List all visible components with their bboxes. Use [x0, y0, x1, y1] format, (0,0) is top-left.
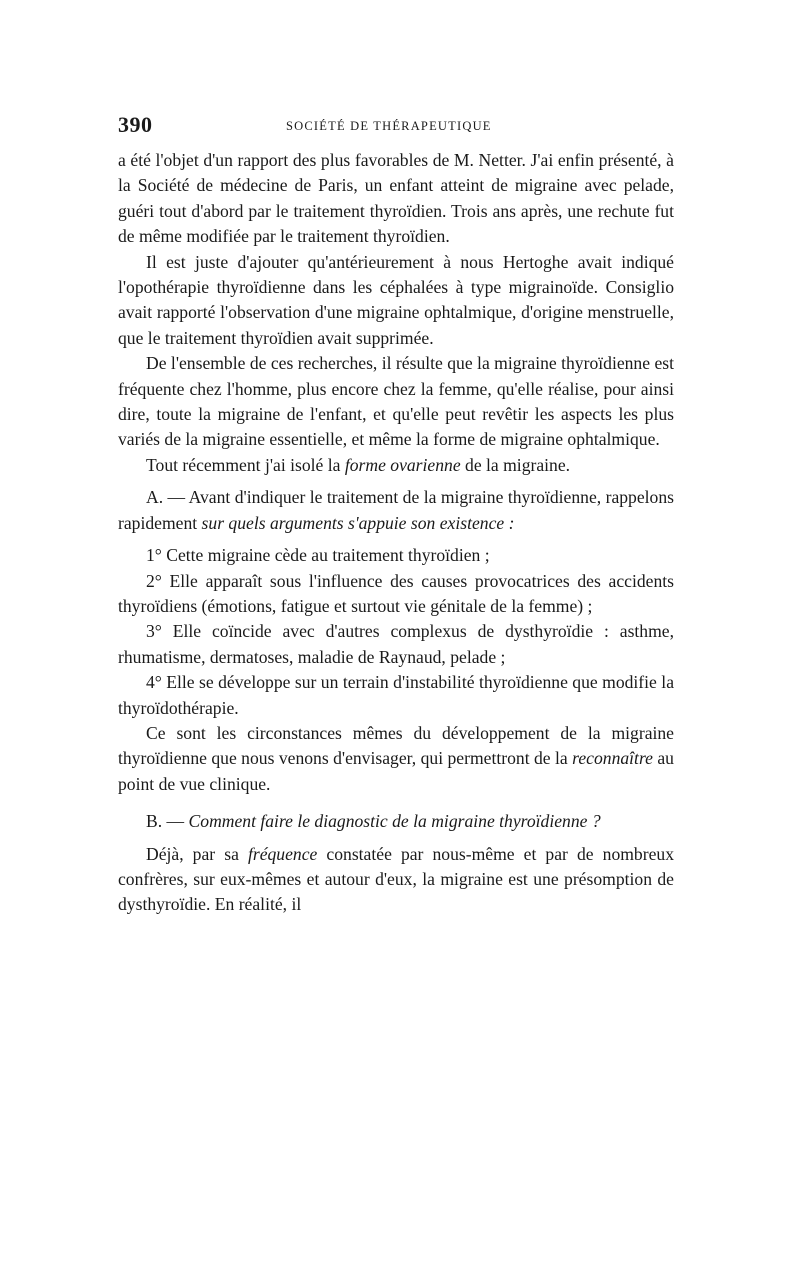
section-b-heading — [118, 809, 674, 834]
list-item-4: 4° Elle se développe sur un terrain d'instabilité thyroïdienne que modifie la thyroïdothérapie. — [118, 672, 674, 718]
running-head — [118, 112, 674, 142]
book-page — [118, 112, 674, 918]
paragraph-forme-ovarienne — [118, 453, 674, 478]
running-title: SOCIÉTÉ DE THÉRAPEUTIQUE — [286, 119, 492, 133]
paragraph-frequence — [118, 842, 674, 918]
paragraph-text: Ce sont les circonstances mêmes du développement de la migraine thyroïdienne que nous venons d'envisager, qui permettront de la — [118, 722, 674, 769]
page-number: 390 — [118, 112, 153, 137]
paragraph-circonstances — [118, 721, 674, 797]
list-item-2: 2° Elle apparaît sous l'influence des causes provocatrices des accidents thyroïdiens (émotions, fatigue et surtout vie génitale de la femme) ; — [118, 570, 674, 616]
italic-phrase: sur quels arguments s'appuie son existence : — [201, 512, 515, 533]
paragraph-text: Tout récemment j'ai isolé la — [146, 454, 345, 475]
paragraph-continuation: a été l'objet d'un rapport des plus favorables de M. Netter. J'ai enfin présenté, à la Société de médecine de Paris, un enfant atteint de migraine avec pelade, guéri tout d'abord par le traitement thyroïdien. Trois ans après, une rechute fut de même modifiée par le traitement thyroïdien. — [118, 150, 674, 247]
italic-phrase: forme ovarienne — [344, 454, 461, 475]
paragraph-text: de la migraine. — [460, 454, 571, 475]
list-item-3: 3° Elle coïncide avec d'autres complexus de dysthyroïdie : asthme, rhumatisme, dermatoses, maladie de Raynaud, pelade ; — [118, 621, 674, 667]
paragraph-text: constatée par nous-même et par de nombreux confrères, sur eux-mêmes et autour d'eux, la migraine est une présomption de dysthyroïdie. En réalité, il — [118, 843, 674, 915]
paragraph-ensemble: De l'ensemble de ces recherches, il résulte que la migraine thyroïdienne est fréquente chez l'homme, plus encore chez la femme, qu'elle réalise, pour ainsi dire, toute la migraine de l'enfant, et qu'elle peut revêtir les aspects les plus variés de la migraine essentielle, et même la forme de migraine ophtalmique. — [118, 353, 674, 450]
italic-phrase: reconnaître — [572, 748, 653, 769]
italic-phrase: fréquence — [247, 843, 318, 864]
paragraph-hertoghe: Il est juste d'ajouter qu'antérieurement à nous Hertoghe avait indiqué l'opothérapie thyroïdienne dans les céphalées à type migrainoïde. Consiglio avait rapporté l'observation d'une migraine ophtalmique, d'origine menstruelle, que le traitement thyroïdien avait supprimée. — [118, 251, 674, 348]
section-title: Comment faire le diagnostic de la migraine thyroïdienne ? — [188, 811, 601, 832]
paragraph-text: A. — Avant d'indiquer le traitement de la migraine thyroïdienne, rappelons rapidement — [118, 487, 674, 533]
section-a-intro — [118, 485, 674, 536]
paragraph-text: au point de vue clinique. — [118, 748, 674, 794]
list-item-1: 1° Cette migraine cède au traitement thyroïdien ; — [146, 545, 490, 566]
paragraph-text: Déjà, par sa — [146, 843, 248, 864]
body-text — [118, 148, 674, 918]
section-label: B. — — [146, 811, 189, 832]
